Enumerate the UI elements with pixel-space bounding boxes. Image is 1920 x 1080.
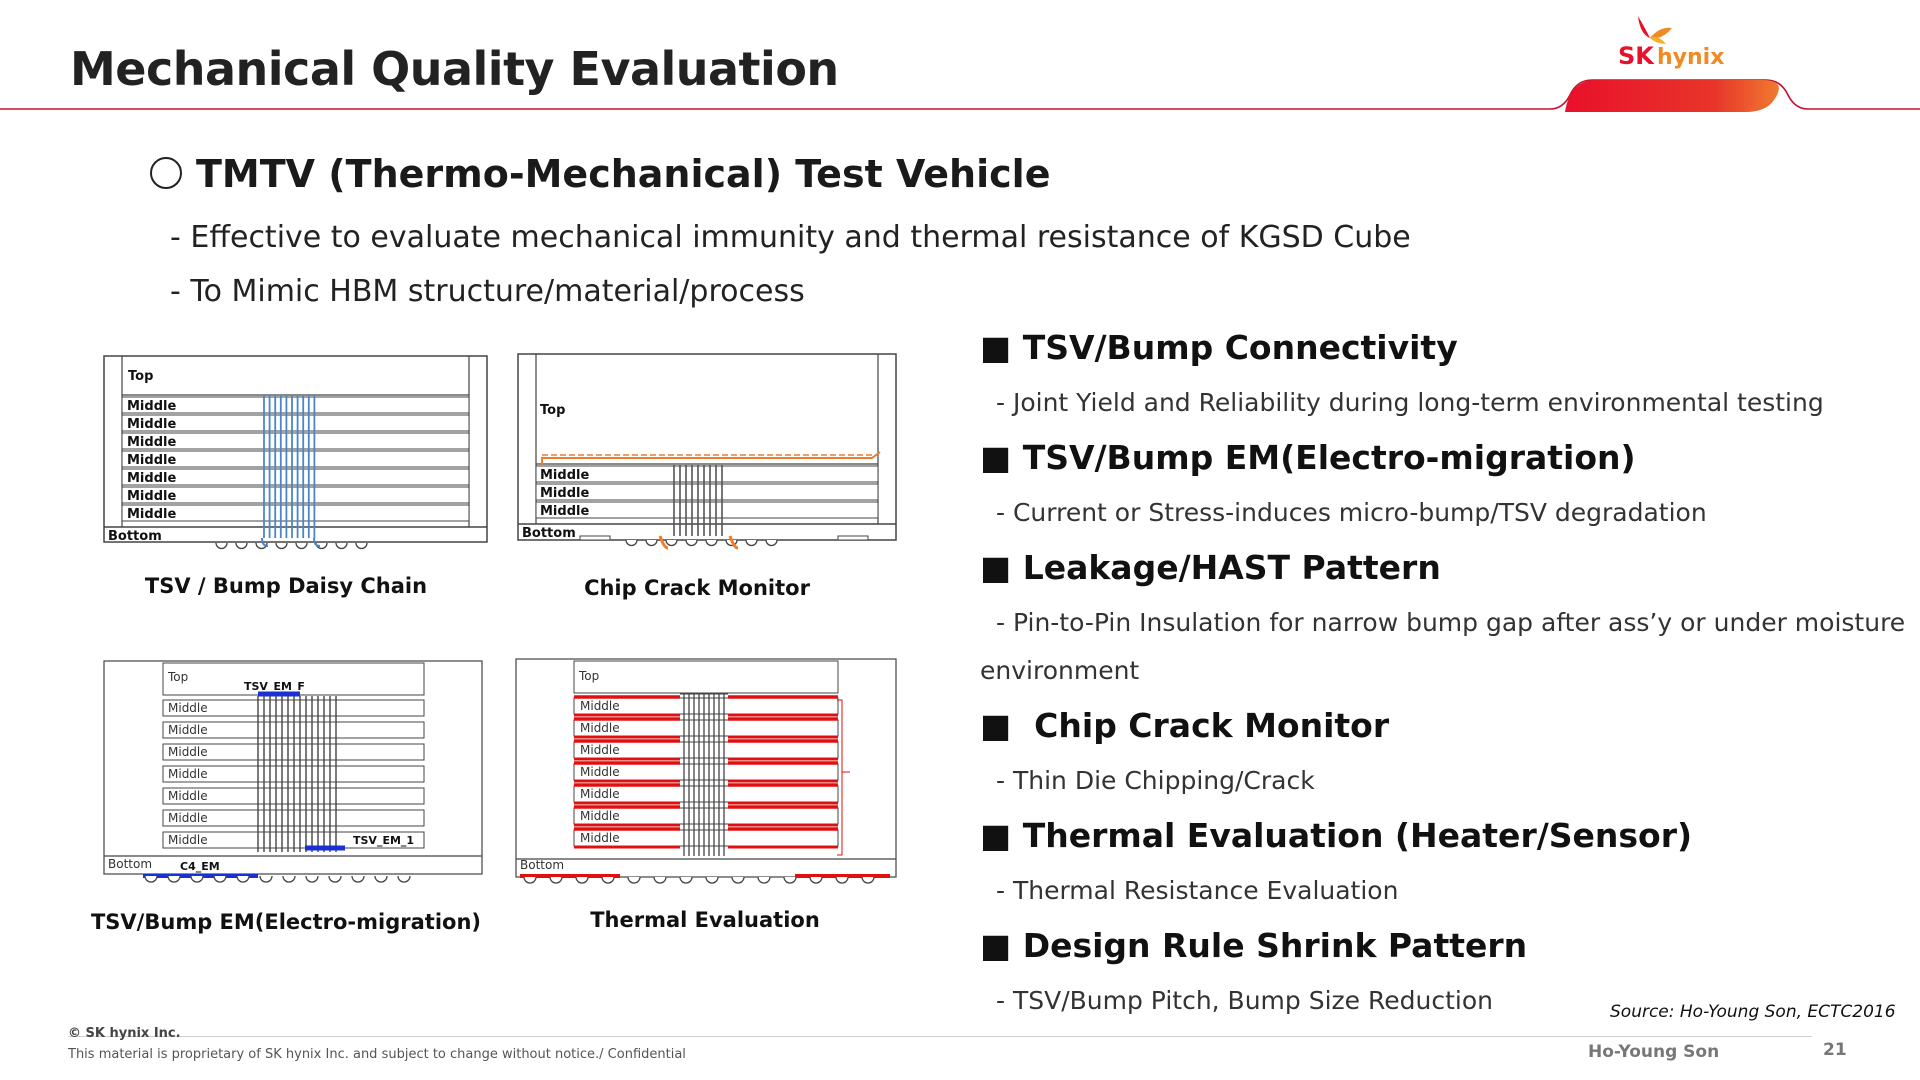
bump	[276, 543, 287, 549]
bump	[706, 540, 717, 546]
copyright: © SK hynix Inc.	[68, 1026, 181, 1041]
svg-text:Top: Top	[579, 669, 600, 683]
feature-desc: - Thin Die Chipping/Crack	[996, 766, 1315, 795]
middle-label: Middle	[127, 453, 177, 468]
svg-text:Top: Top	[168, 670, 189, 684]
bump	[602, 877, 614, 883]
feature-desc: - Thermal Resistance Evaluation	[996, 876, 1399, 905]
svg-text:hynix: hynix	[1657, 45, 1725, 70]
feature-desc-continued: environment	[980, 656, 1140, 685]
bump	[216, 543, 227, 549]
bump	[168, 876, 180, 882]
svg-text:Bottom: Bottom	[520, 858, 565, 872]
bump	[236, 543, 247, 549]
bump	[626, 540, 637, 546]
feature-desc: - Pin-to-Pin Insulation for narrow bump gap after ass’y or under moisture	[996, 608, 1906, 637]
svg-text:SK: SK	[1618, 42, 1654, 70]
bump	[296, 543, 307, 549]
bump	[550, 877, 562, 883]
middle-label: Middle	[127, 489, 177, 504]
section-bullet: - Effective to evaluate mechanical immunity and thermal resistance of KGSD Cube	[170, 220, 1411, 255]
bump	[758, 877, 770, 883]
bump	[810, 877, 822, 883]
middle-label: Middle	[127, 507, 177, 522]
bump	[375, 876, 387, 882]
bump	[686, 540, 697, 546]
bump	[628, 877, 640, 883]
svg-text:C4_EM: C4_EM	[180, 860, 220, 873]
bump	[237, 876, 249, 882]
bump	[260, 876, 272, 882]
middle-label: Middle	[168, 767, 208, 781]
caption-thermal: Thermal Evaluation	[590, 908, 820, 932]
feature-heading-thermal: ■ Thermal Evaluation (Heater/Sensor)	[980, 816, 1693, 855]
feature-desc: - TSV/Bump Pitch, Bump Size Reduction	[996, 986, 1493, 1015]
disclaimer: This material is proprietary of SK hynix Inc. and subject to change without notice./ Confidential	[68, 1047, 686, 1062]
caption-daisy-chain: TSV / Bump Daisy Chain	[144, 574, 428, 598]
bump	[336, 543, 347, 549]
bump	[356, 543, 367, 549]
circle-bullet-icon	[150, 157, 182, 189]
bump	[352, 876, 364, 882]
bump	[836, 877, 848, 883]
middle-label: Middle	[168, 811, 208, 825]
caption-electromigration: TSV/Bump EM(Electro-migration)	[90, 910, 482, 934]
middle-label: Middle	[127, 417, 177, 432]
svg-text:TSV_EM_F: TSV_EM_F	[244, 680, 305, 693]
bump	[766, 540, 777, 546]
svg-text:Top: Top	[128, 369, 154, 384]
middle-label: Middle	[127, 435, 177, 450]
bump	[214, 876, 226, 882]
svg-text:TSV_EM_1: TSV_EM_1	[353, 834, 415, 847]
bump	[306, 876, 318, 882]
middle-label: Middle	[580, 699, 620, 713]
bump	[191, 876, 203, 882]
middle-label: Middle	[580, 831, 620, 845]
bump	[784, 877, 796, 883]
diagram-electromigration	[104, 661, 482, 882]
bump	[862, 877, 874, 883]
middle-label: Middle	[580, 721, 620, 735]
middle-label: Middle	[168, 701, 208, 715]
svg-text:Bottom: Bottom	[108, 857, 153, 871]
test-vehicle-diagrams	[0, 340, 920, 960]
bump	[654, 877, 666, 883]
diagram-daisy-chain	[104, 356, 487, 549]
middle-label: Middle	[168, 789, 208, 803]
middle-label: Middle	[540, 486, 590, 501]
bump	[329, 876, 341, 882]
sk-hynix-logo	[1610, 14, 1730, 74]
page-title: Mechanical Quality Evaluation	[70, 42, 839, 96]
page-number: 21	[1823, 1040, 1847, 1060]
feature-heading-design-rule: ■ Design Rule Shrink Pattern	[980, 926, 1528, 965]
middle-label: Middle	[168, 833, 208, 847]
bump	[283, 876, 295, 882]
source-note: Source: Ho-Young Son, ECTC2016	[1610, 1002, 1896, 1022]
middle-label: Middle	[540, 504, 590, 519]
feature-heading-chip-crack: ■ Chip Crack Monitor	[980, 706, 1390, 745]
diagram-chip-crack	[518, 354, 896, 548]
bump	[524, 877, 536, 883]
author-name: Ho-Young Son	[1588, 1042, 1720, 1062]
caption-chip-crack: Chip Crack Monitor	[584, 576, 810, 600]
bump	[576, 877, 588, 883]
bump	[646, 540, 657, 546]
section-title-text: TMTV (Thermo-Mechanical) Test Vehicle	[196, 152, 1051, 196]
bump	[680, 877, 692, 883]
bump	[666, 540, 677, 546]
footer-divider	[68, 1036, 1812, 1037]
middle-label: Middle	[580, 743, 620, 757]
middle-label: Middle	[580, 809, 620, 823]
middle-label: Middle	[580, 787, 620, 801]
butterfly-icon	[1610, 14, 1730, 74]
middle-label: Middle	[168, 723, 208, 737]
middle-label: Middle	[127, 471, 177, 486]
section-bullet: - To Mimic HBM structure/material/process	[170, 274, 805, 309]
bump	[398, 876, 410, 882]
diagram-thermal	[516, 659, 896, 883]
bump	[732, 877, 744, 883]
svg-text:Bottom: Bottom	[522, 526, 576, 541]
middle-label: Middle	[127, 399, 177, 414]
feature-desc: - Current or Stress-induces micro-bump/TSV degradation	[996, 498, 1707, 527]
feature-heading-connectivity: ■ TSV/Bump Connectivity	[980, 328, 1458, 367]
feature-desc: - Joint Yield and Reliability during long-term environmental testing	[996, 388, 1824, 417]
svg-text:Bottom: Bottom	[108, 529, 162, 544]
middle-label: Middle	[540, 468, 590, 483]
bump	[706, 877, 718, 883]
middle-label: Middle	[168, 745, 208, 759]
bump	[746, 540, 757, 546]
feature-heading-electromigration: ■ TSV/Bump EM(Electro-migration)	[980, 438, 1636, 477]
bump	[145, 876, 157, 882]
svg-text:Top: Top	[540, 403, 566, 418]
section-title	[150, 152, 1050, 196]
feature-heading-leakage: ■ Leakage/HAST Pattern	[980, 548, 1441, 587]
middle-label: Middle	[580, 765, 620, 779]
